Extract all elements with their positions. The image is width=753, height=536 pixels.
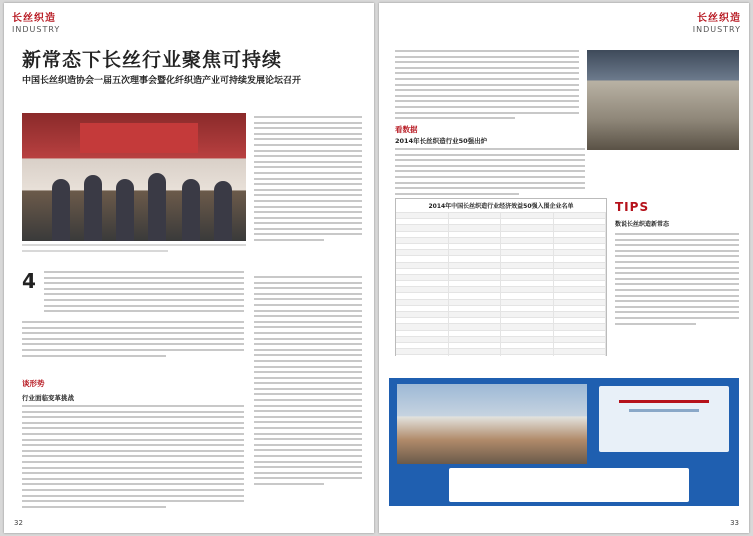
section-subheading: 行业面临变革挑战	[22, 394, 74, 402]
tips-box	[615, 200, 739, 350]
table-cell	[449, 256, 502, 261]
article-title: 新常态下长丝行业聚焦可持续	[22, 49, 283, 71]
table-cell	[501, 312, 554, 317]
table-cell	[554, 232, 607, 237]
table-cell	[554, 312, 607, 317]
table-cell	[554, 263, 607, 268]
intro-text	[44, 271, 244, 316]
table-cell	[449, 287, 502, 292]
table-cell	[396, 256, 449, 261]
page-number: 33	[730, 519, 739, 527]
table-cell	[501, 306, 554, 311]
table-row	[396, 286, 606, 292]
table-row	[396, 224, 606, 230]
table-cell	[554, 275, 607, 280]
ad-expo-title	[449, 468, 689, 502]
section-heading: 看数据	[395, 125, 418, 134]
table-cell	[554, 244, 607, 249]
person-figure	[52, 179, 70, 241]
table-row	[396, 336, 606, 342]
table-row	[396, 280, 606, 286]
table-cell	[501, 318, 554, 323]
section-title-en: INDUSTRY	[692, 25, 741, 34]
table-cell	[449, 232, 502, 237]
section-title: 长丝织造	[697, 13, 741, 24]
table-cell	[501, 300, 554, 305]
table-cell	[449, 331, 502, 336]
table-cell	[501, 293, 554, 298]
table-cell	[501, 238, 554, 243]
tips-text	[615, 233, 739, 325]
left-page	[4, 3, 374, 533]
ad-top-strip	[389, 356, 739, 378]
table-row	[396, 317, 606, 323]
right-page	[379, 3, 749, 533]
body-text-column	[22, 321, 244, 360]
table-cell	[554, 293, 607, 298]
photo-caption	[22, 244, 246, 255]
person-figure	[214, 181, 232, 241]
table-cell	[449, 337, 502, 342]
table-cell	[554, 300, 607, 305]
table-cell	[501, 263, 554, 268]
table-cell	[501, 256, 554, 261]
table-title: 2014年中国长丝织造行业经济效益50强入围企业名单	[428, 203, 574, 210]
table-cell	[396, 300, 449, 305]
section-title-en: INDUSTRY	[12, 25, 61, 34]
table-cell	[554, 281, 607, 286]
table-row	[396, 255, 606, 261]
section-heading: 谈形势	[22, 379, 45, 388]
table-cell	[396, 225, 449, 230]
body-text-column	[254, 276, 362, 489]
table-cell	[396, 349, 449, 354]
table-cell	[501, 349, 554, 354]
table-row	[396, 268, 606, 274]
table-cell	[396, 287, 449, 292]
meeting-photo	[587, 50, 739, 150]
table-cell	[396, 238, 449, 243]
person-figure	[148, 173, 166, 241]
table-cell	[501, 275, 554, 280]
table-row	[396, 212, 606, 218]
table-cell	[554, 269, 607, 274]
table-cell	[396, 244, 449, 249]
table-cell	[554, 331, 607, 336]
table-cell	[449, 250, 502, 255]
table-cell	[449, 269, 502, 274]
photo-banner	[80, 123, 198, 153]
table-cell	[501, 324, 554, 329]
table-row	[396, 311, 606, 317]
table-cell	[396, 281, 449, 286]
table-cell	[449, 306, 502, 311]
table-cell	[554, 318, 607, 323]
table-cell	[554, 287, 607, 292]
ad-brand-panel	[599, 386, 729, 452]
table-cell	[449, 312, 502, 317]
body-text-column	[22, 405, 244, 511]
table-cell	[396, 312, 449, 317]
table-cell	[396, 293, 449, 298]
table-cell	[449, 324, 502, 329]
section-subheading: 2014年长丝织造行业50强出炉	[395, 137, 488, 145]
table-cell	[501, 269, 554, 274]
table-cell	[396, 213, 449, 218]
table-cell	[554, 343, 607, 348]
table-row	[396, 292, 606, 298]
table-cell	[501, 337, 554, 342]
table-cell	[554, 219, 607, 224]
table-cell	[554, 306, 607, 311]
table-cell	[554, 238, 607, 243]
table-cell	[449, 225, 502, 230]
table-cell	[554, 250, 607, 255]
table-row	[396, 305, 606, 311]
table-cell	[396, 318, 449, 323]
table-row	[396, 274, 606, 280]
magazine-spread	[4, 3, 749, 533]
table-cell	[501, 244, 554, 249]
article-subtitle: 中国长丝织造协会一届五次理事会暨化纤织造产业可持续发展论坛召开	[22, 76, 302, 86]
body-text-column	[395, 148, 585, 198]
table-cell	[501, 281, 554, 286]
table-row	[396, 243, 606, 249]
table-row	[396, 299, 606, 305]
table-row	[396, 249, 606, 255]
table-row	[396, 218, 606, 224]
table-cell	[449, 238, 502, 243]
table-row	[396, 342, 606, 348]
table-cell	[501, 250, 554, 255]
table-cell	[449, 300, 502, 305]
table-cell	[396, 337, 449, 342]
table-row	[396, 262, 606, 268]
table-cell	[554, 349, 607, 354]
table-cell	[501, 225, 554, 230]
tips-label: TIPS	[615, 200, 650, 214]
table-cell	[554, 324, 607, 329]
table-cell	[396, 275, 449, 280]
table-cell	[449, 263, 502, 268]
table-cell	[501, 213, 554, 218]
table-cell	[449, 293, 502, 298]
table-cell	[554, 225, 607, 230]
section-header	[12, 9, 72, 34]
section-header	[681, 9, 741, 34]
table-cell	[449, 213, 502, 218]
table-row	[396, 348, 606, 354]
table-cell	[449, 219, 502, 224]
table-cell	[501, 219, 554, 224]
table-cell	[449, 318, 502, 323]
person-figure	[182, 179, 200, 241]
table-cell	[396, 263, 449, 268]
body-text-column	[254, 116, 362, 245]
table-cell	[396, 324, 449, 329]
table-cell	[554, 213, 607, 218]
table-cell	[449, 275, 502, 280]
table-cell	[501, 287, 554, 292]
table-cell	[449, 244, 502, 249]
section-title: 长丝织造	[12, 13, 56, 24]
table-cell	[501, 331, 554, 336]
event-photo	[22, 113, 246, 241]
person-figure	[84, 175, 102, 241]
page-number: 32	[14, 519, 23, 527]
table-row	[396, 323, 606, 329]
table-cell	[501, 232, 554, 237]
table-cell	[554, 337, 607, 342]
body-text-column	[395, 50, 579, 123]
table-row	[396, 237, 606, 243]
table-row	[396, 231, 606, 237]
table-cell	[396, 331, 449, 336]
table-cell	[554, 256, 607, 261]
table-cell	[449, 281, 502, 286]
table-cell	[396, 306, 449, 311]
table-cell	[396, 219, 449, 224]
tips-heading: 数说长丝织造新常态	[615, 221, 670, 228]
table-cell	[449, 349, 502, 354]
table-cell	[396, 250, 449, 255]
table-cell	[396, 269, 449, 274]
ad-photo	[397, 384, 587, 464]
table-cell	[449, 343, 502, 348]
table-row	[396, 330, 606, 336]
table-cell	[396, 343, 449, 348]
person-figure	[116, 179, 134, 241]
expo-advertisement	[389, 356, 739, 506]
table-cell	[501, 343, 554, 348]
drop-cap: 4	[22, 269, 36, 293]
table-cell	[396, 232, 449, 237]
